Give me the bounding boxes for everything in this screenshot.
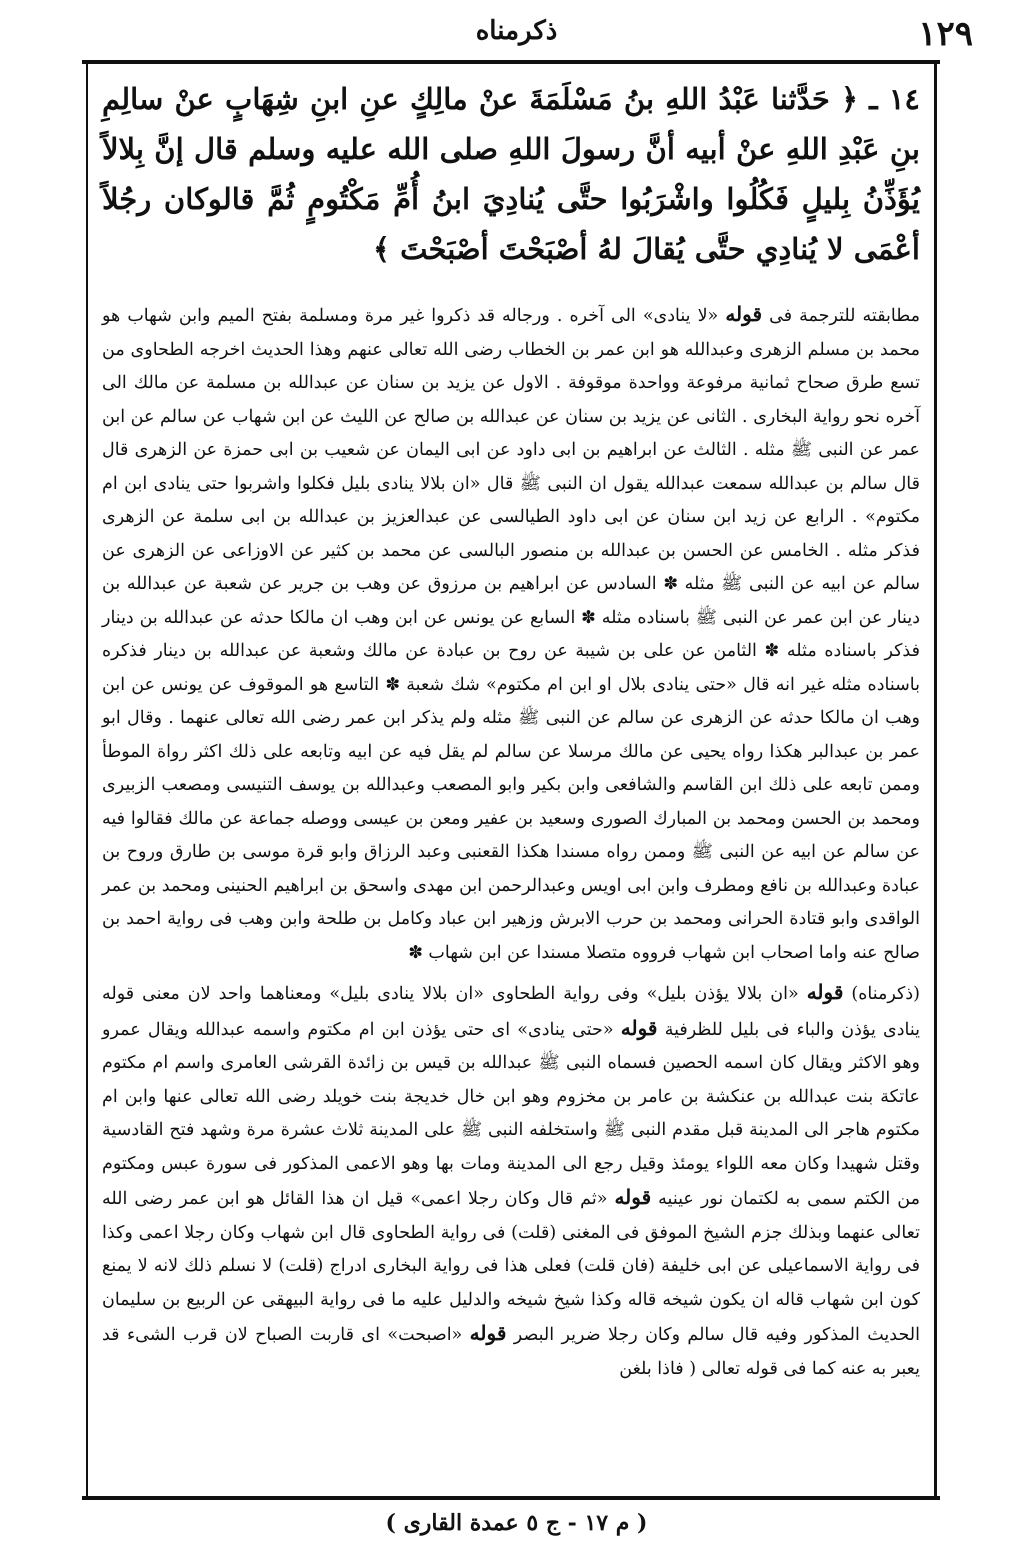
commentary-text: «ان بلالا يؤذن بليل» وفى رواية الطحاوى «ان بلالا ينادى بليل» ومعناهما واحد لان معنى قوله ينادى يؤذن والباء فى بليل للظرفية xyxy=(102,984,920,1040)
keyword-qawluhu: قوله xyxy=(806,980,844,1004)
commentary-text: (ذكرمناه) xyxy=(851,984,920,1004)
page-number: ١٢٩ xyxy=(918,14,973,54)
keyword-qawluhu: قوله xyxy=(614,1185,652,1209)
footer-signature: ( م ١٧ - ج ٥ عمدة القارى ) xyxy=(385,1510,648,1536)
keyword-qawluhu: قوله xyxy=(469,1321,507,1345)
hadith-text xyxy=(102,74,920,274)
page-header xyxy=(60,14,973,58)
keyword-qawluhu: قوله xyxy=(620,1015,658,1040)
hadith-body: ﴿ حَدَّثنا عَبْدُ اللهِ بنُ مَسْلَمَةَ عنْ مالِكٍ عنِ ابنِ شِهَابٍ عنْ سالِمِ بنِ عَبْدِ اللهِ عنْ أبيه أنَّ رسولَ اللهِ صلى الله عليه وسلم قال إنَّ بِلالاً يُؤَذِّنُ بِليلٍ فَكُلُوا واشْرَبُوا حتَّى يُنادِيَ ابنُ أُمِّ مَكْتُومٍ ثُمَّ قالوكان رجُلاً أعْمَى لا يُنادِي حتَّى يُقالَ لهُ أصْبَحْتَ أصْبَحْتَ ﴾ xyxy=(102,82,920,266)
keyword-qawluhu: قوله xyxy=(725,302,763,326)
commentary-paragraph-2 xyxy=(102,976,920,1386)
commentary-text: «اصبحت» اى قاربت الصباح لان قرب الشىء قد يعبر به عنه كما فى قوله تعالى ( فاذا بلغن xyxy=(102,1325,920,1379)
commentary-text: «لا ينادى» الى آخره . ورجاله قد ذكروا غير مرة ومسلمة بفتح الميم وابن شهاب هو محمد بن مسلم الزهرى وعبدالله هو ابن عمر بن الخطاب رضى الله تعالى عنهم وهذا الحديث اخرجه الطحاوى من تسع طرق صحاح ثمانية مرفوعة وواحدة موقوفة . الاول عن يزيد بن سنان عن عبدالله بن مسلمة عن مالك الى آخره نحو رواية البخارى . الثانى عن يزيد بن سنان عن عبدالله بن صالح عن الليث عن ابن شهاب عن سالم عن ابن عمر عن النبى ﷺ مثله . الثالث عن ابراهيم بن ابى داود عن ابى اليمان عن شعيب بن ابى حمزة عن الزهرى قال قال سالم بن عبدالله سمعت عبدالله يقول ان النبى ﷺ قال «ان بلالا ينادى بليل فكلوا واشربوا حتى ينادى ابن ام مكتوم» . الرابع عن زيد ابن سنان عن ابى داود الطيالسى عن عبدالعزيز بن عبدالله بن ابى سلمة عن الزهرى فذكر مثله . الخامس عن الحسن بن عبدالله بن منصور البالسى عن محمد بن كثير عن الاوزاعى عن الزهرى عن سالم عن ابيه عن النبى ﷺ مثله ✽ السادس عن ابراهيم بن مرزوق عن وهب بن جرير عن شعبة عن عبدالله بن دينار عن ابن عمر عن النبى ﷺ باسناده مثله ✽ السابع عن يونس عن ابن وهب ان مالكا حدثه عن عبدالله بن دينار فذكر باسناده مثله ✽ الثامن عن على بن شيبة عن روح بن عبادة عن مالك وشعبة عن عبدالله بن دينار فذكره باسناده مثله غير انه قال «حتى ينادى بلال او ابن ام مكتوم» شك شعبة ✽ التاسع هو الموقوف عن يونس عن ابن وهب ان مالكا حدثه عن الزهرى عن سالم عن النبى ﷺ مثله ولم يذكر ابن عمر رضى الله تعالى عنهما . وقال ابو عمر بن عبدالبر هكذا رواه يحيى عن مالك مرسلا عن سالم لم يقل فيه عن ابيه وتابعه على ذلك اكثر رواة الموطأ وممن تابعه على ذلك ابن القاسم والشافعى وابن بكير وابو المصعب وعبدالله بن يوسف التنيسى ومصعب الزبيرى ومحمد بن الحسن ومحمد بن المبارك الصورى وسعيد بن عفير ومعن بن عيسى ووصله جماعة عن مالك فقالوا فيه عن سالم عن ابيه عن النبى ﷺ وممن رواه مسندا هكذا القعنبى وعبد الرزاق وابو قرة موسى بن طارق وروح بن عبادة وعبدالله بن نافع ومطرف وابن ابى اويس وعبدالرحمن ابن مهدى واسحق بن ابراهيم الحنينى ومحمد بن عمر الواقدى وابو قتادة الحرانى ومحمد بن حرب الابرش وزهير ابن عباد وكامل بن طلحة وابن وهب فى رواية احمد بن صالح عنه واما اصحاب ابن شهاب فرووه متصلا مسندا عن ابن شهاب ✽ xyxy=(102,306,921,963)
text-frame xyxy=(86,60,937,1500)
commentary-text: «ثم قال وكان رجلا اعمى» قيل ان هذا القائل هو ابن عمر رضى الله تعالى عنهما وبذلك جزم الشيخ الموفق فى المغنى (قلت) فى رواية الطحاوى قال ابن شهاب وكان رجلا اعمى وكذا فى رواية الاسماعيلى عن ابى خليفة (فان قلت) فعلى هذا فى رواية البخارى ادراج (قلت) لا نسلم ذلك لانه لا يمنع كون ابن شهاب قاله ان يكون شيخه قاله وكذا شيخ شيخه والدليل عليه ما فى رواية البيهقى عن الربيع بن سليمان الحديث المذكور وفيه قال سالم وكان رجلا ضرير البصر xyxy=(102,1189,921,1345)
commentary-paragraph-1 xyxy=(102,298,920,970)
commentary-text: مطابقته للترجمة فى xyxy=(769,306,920,326)
running-title: ذكرمناه xyxy=(475,16,558,46)
hadith-number: ١٤ ـ xyxy=(869,82,920,116)
commentary xyxy=(102,298,920,1386)
commentary-text: «حتى ينادى» اى حتى يؤذن ابن ام مكتوم واسمه عبدالله ويقال عمرو وهو الاكثر ويقال كان اسمه الحصين فسماه النبى ﷺ عبدالله بن قيس بن زائدة القرشى العامرى واسم ام مكتوم عاتكة بنت عبدالله بن عنكشة بن عامر بن مخزوم وهو ابن خال خديجة بنت خويلد رضى الله تعالى عنها وابن ام مكتوم هاجر الى المدينة قبل مقدم النبى ﷺ واستخلفه النبى ﷺ على المدينة ثلاث عشرة مرة وشهد فتح القادسية وقتل شهيدا وكان معه اللواء يومئذ وقيل رجع الى المدينة ومات بها وهو الاعمى المذكور فى سورة عبس ومكتوم من الكتم سمى به لكتمان نور عينيه xyxy=(102,1019,920,1209)
